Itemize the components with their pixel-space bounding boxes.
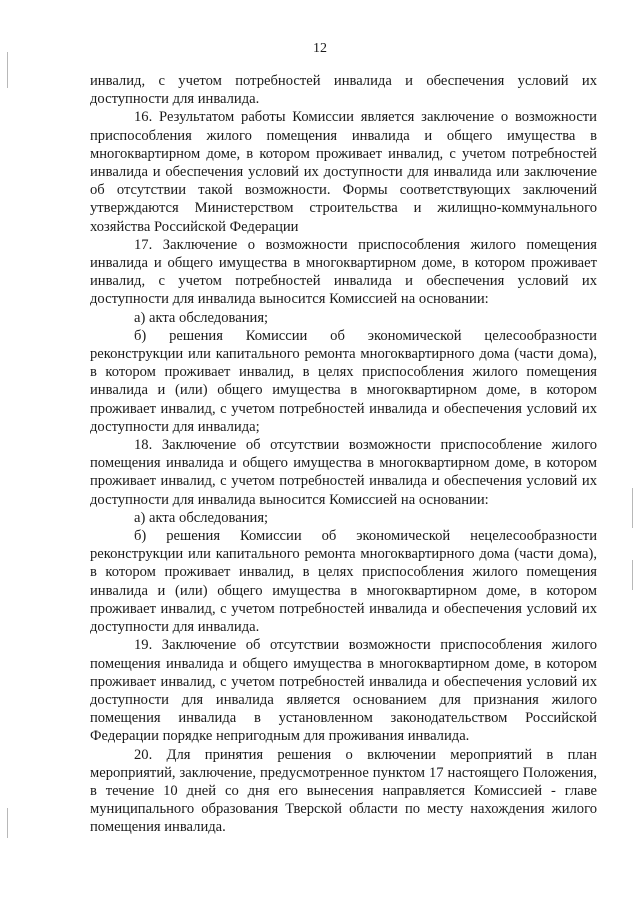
paragraph-19: 19. Заключение об отсутствии возможности приспособления жилого помещения инвалида и общего имущества в многоквартирном доме, в котором проживает инвалид, с учетом потребностей инвалида и обеспечения условий их доступности для инвалида является основанием для признания жилого помещения инвалида в установленном законодательством Российской Федерации порядке непригодным для проживания инвалида. [90, 637, 597, 745]
paragraph-18: 18. Заключение об отсутствии возможности приспособление жилого помещения инвалида и общего имущества в многоквартирном доме, в котором проживает инвалид, с учетом потребностей инвалида и обеспечения условий их доступности для инвалида выносится Комиссией на основании: [90, 437, 597, 508]
document-body [90, 72, 597, 837]
paragraph-18-item-a: а) акта обследования; [134, 509, 269, 526]
paragraph-continuation: инвалид, с учетом потребностей инвалида и обеспечения условий их доступности для инвалида. [90, 73, 597, 108]
left-margin-scan-mark [7, 808, 8, 838]
paragraph-18-item-b: б) решения Комиссии об экономической нецелесообразности реконструкции или капитального ремонта многоквартирного дома (части дома), в котором проживает инвалид, в целях приспособления жилого помещения инвалида и (или) общего имущества в многоквартирном доме, в котором проживает инвалид, с учетом потребностей инвалида и обеспечения условий их доступности для инвалида. [90, 528, 597, 636]
paragraph-17-item-b: б) решения Комиссии об экономической целесообразности реконструкции или капитального ремонта многоквартирного дома (части дома), в котором проживает инвалид, в целях приспособления жилого помещения инвалида и (или) общего имущества в многоквартирном доме, в котором проживает инвалид, с учетом потребностей инвалида и обеспечения условий их доступности для инвалида; [90, 327, 597, 435]
paragraph-20: 20. Для принятия решения о включении мероприятий в план мероприятий, заключение, предусмотренное пунктом 17 настоящего Положения, в течение 10 дней со дня его вынесения направляется Комиссией - главе муниципального образования Тверской области по месту нахождения жилого помещения инвалида. [90, 746, 597, 836]
right-margin-scan-mark [632, 488, 633, 528]
paragraph-16: 16. Результатом работы Комиссии является заключение о возможности приспособления жилого помещения инвалида и общего имущества в многоквартирном доме, в котором проживает инвалид, с учетом потребностей инвалида и обеспечения условий их доступности для инвалида или заключение об отсутствии такой возможности. Формы соответствующих заключений утверждаются Министерством строительства и жилищно-коммунального хозяйства Российской Федерации [90, 109, 597, 235]
paragraph-17: 17. Заключение о возможности приспособления жилого помещения инвалида и общего имущества в многоквартирном доме, в котором проживает инвалид, с учетом потребностей инвалида и обеспечения условий их доступности для инвалида выносится Комиссией на основании: [90, 236, 597, 308]
page-number: 12 [313, 41, 327, 56]
right-margin-scan-mark [632, 560, 633, 590]
paragraph-17-item-a: а) акта обследования; [134, 309, 269, 326]
